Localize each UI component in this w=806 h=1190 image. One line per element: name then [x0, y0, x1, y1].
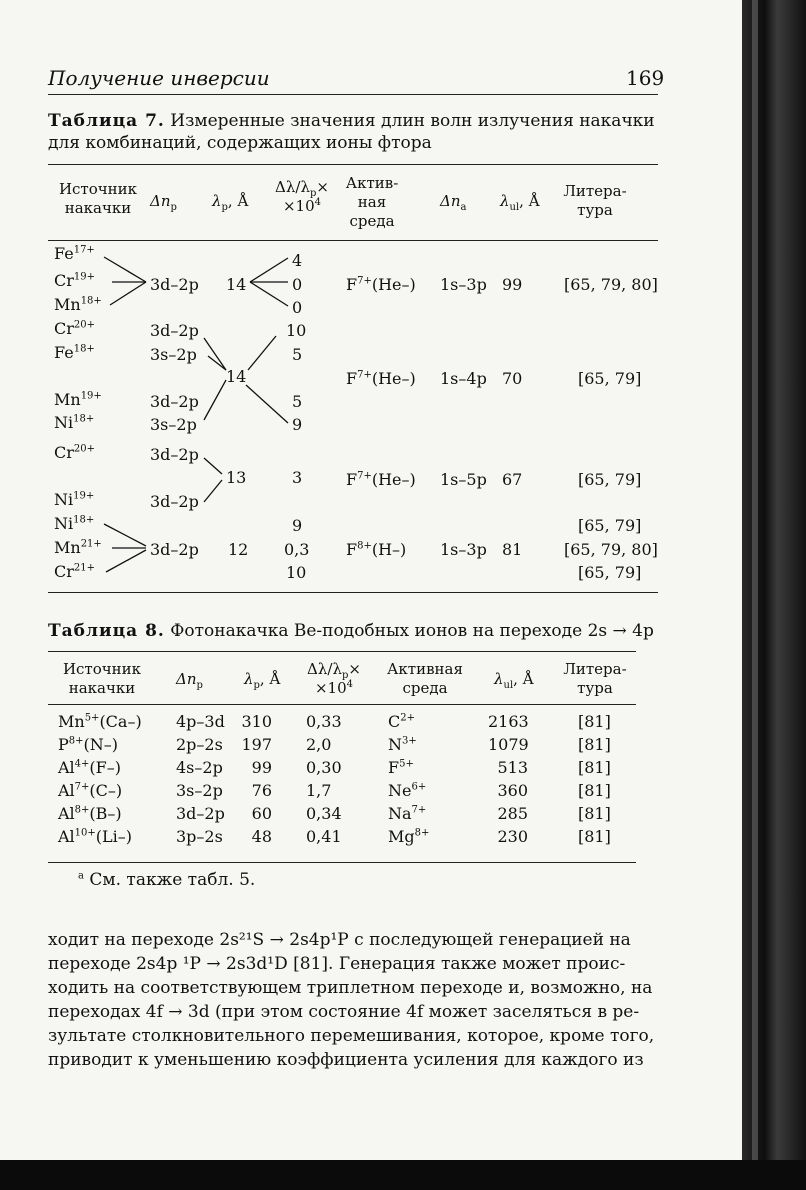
t8-header-ratio: $\Delta\lambda/\lambda_p\times$ $\times 10^4$: [307, 660, 361, 697]
header-rule: [48, 94, 658, 95]
t7-dna: 1s–5p: [440, 470, 487, 489]
t7-ratio: 0: [292, 298, 303, 317]
t7-lp: 12: [228, 540, 249, 559]
table8-top-rule: [48, 651, 636, 652]
t8-cell-lp: 48: [251, 827, 272, 846]
connector-line: [204, 380, 226, 420]
running-head: Получение инверсии: [48, 66, 270, 90]
t7-header-source: Источник накачки: [58, 180, 138, 217]
t8-cell-src: $Mn^{5+}(Ca-)$: [58, 712, 142, 731]
t8-cell-ratio: 0,41: [306, 827, 342, 846]
t8-cell-dnp: 4p–3d: [176, 712, 225, 731]
t8-cell-act: $Ne^{6+}$: [388, 781, 427, 800]
t8-cell-dnp: 3d–2p: [176, 804, 225, 823]
scan-bottom-edge: [0, 1160, 806, 1190]
t7-ratio: 3: [292, 468, 303, 487]
t8-cell-lul: 285: [497, 804, 528, 823]
t7-dnp: 3d–2p: [150, 275, 199, 294]
t8-cell-act: $N^{3+}$: [388, 735, 417, 754]
t7-dnp: 3d–2p: [150, 321, 199, 340]
t7-lit: [65, 79, 80]: [564, 275, 658, 294]
connector-line: [204, 338, 226, 370]
connector-line: [110, 282, 146, 305]
t7-active: $F^{7+}(He-)$: [346, 369, 416, 388]
body-line: ходит на переходе 2s²¹S → 2s4p¹P с последующей генерацией на: [48, 930, 631, 950]
t7-lp: 14: [226, 367, 247, 386]
table8-footnote: $^a$ См. также табл. 5.: [78, 870, 256, 890]
t7-header-lul: $\lambda_{ul}$, Å: [500, 192, 540, 213]
t8-cell-lp: 60: [251, 804, 272, 823]
t8-cell-lit: [81]: [578, 712, 611, 731]
t7-ion: $Fe^{18+}$: [54, 343, 95, 362]
table7-header-rule: [48, 240, 658, 241]
connector-line: [250, 282, 288, 306]
t7-ratio: 0: [292, 275, 303, 294]
t8-cell-act: $F^{5+}$: [388, 758, 414, 777]
t7-ion: $Fe^{17+}$: [54, 244, 95, 263]
t7-ion: $Ni^{19+}$: [54, 490, 95, 509]
t8-cell-act: $Mg^{8+}$: [388, 827, 430, 846]
t7-header-dnp: $\Delta n_p$: [150, 192, 177, 213]
t7-lit: [65, 79]: [578, 470, 642, 489]
table7-caption-line2: для комбинаций, содержащих ионы фтора: [48, 133, 432, 153]
t7-active: $F^{7+}(He-)$: [346, 275, 416, 294]
t7-lit: [65, 79]: [578, 516, 642, 535]
t8-cell-lit: [81]: [578, 781, 611, 800]
t7-lul: 81: [502, 540, 523, 559]
table7-label: Таблица 7.: [48, 111, 165, 131]
t8-cell-lit: [81]: [578, 804, 611, 823]
t8-header-lp: $\lambda_p$, Å: [244, 670, 281, 691]
t8-cell-lit: [81]: [578, 758, 611, 777]
t7-active: $F^{8+}(H-)$: [346, 540, 407, 559]
t8-cell-ratio: 0,30: [306, 758, 342, 777]
t7-ratio: 5: [292, 392, 303, 411]
t7-lul: 67: [502, 470, 523, 489]
t8-cell-act: $Na^{7+}$: [388, 804, 427, 823]
t7-ratio: 4: [292, 251, 303, 270]
t7-ion: $Cr^{20+}$: [54, 443, 95, 462]
t8-cell-lp: 197: [241, 735, 272, 754]
t7-dnp: 3s–2p: [150, 415, 197, 434]
t7-header-ratio: $\Delta\lambda/\lambda_p\times$ $\times 10^4$: [275, 178, 329, 215]
table8-bottom-rule: [48, 862, 636, 863]
t8-cell-act: $C^{2+}$: [388, 712, 415, 731]
t7-dnp: 3d–2p: [150, 392, 199, 411]
t7-lul: 70: [502, 369, 523, 388]
t7-ion: $Ni^{18+}$: [54, 413, 95, 432]
t7-header-dna: $\Delta n_a$: [440, 192, 467, 213]
body-line: ходить на соответствующем триплетном переходе и, возможно, на: [48, 978, 653, 998]
t8-header-dnp: $\Delta n_p$: [176, 670, 203, 691]
connector-line: [104, 524, 146, 546]
t8-cell-src: $Al^{4+}(F-)$: [58, 758, 122, 777]
t8-cell-lp: 99: [251, 758, 272, 777]
t8-cell-ratio: 1,7: [306, 781, 332, 800]
t7-ion: $Mn^{21+}$: [54, 538, 102, 557]
t7-lit: [65, 79]: [578, 369, 642, 388]
t7-ion: $Cr^{20+}$: [54, 319, 95, 338]
book-spine-edge: [742, 0, 806, 1190]
t8-header-lit: Литера- тура: [563, 660, 627, 697]
body-line: переходах 4f → 3d (при этом состояние 4f может заселяться в ре-: [48, 1002, 640, 1022]
t8-cell-ratio: 0,34: [306, 804, 342, 823]
table8-header-rule: [48, 704, 636, 705]
t8-cell-dnp: 2p–2s: [176, 735, 223, 754]
t7-header-lit: Литера- тура: [563, 182, 627, 219]
t7-dnp: 3d–2p: [150, 540, 199, 559]
connector-line: [248, 336, 276, 370]
t7-ratio: 9: [292, 516, 303, 535]
t7-dnp: 3d–2p: [150, 445, 199, 464]
t8-header-active: Активная среда: [387, 660, 463, 697]
t7-lp: 14: [226, 275, 247, 294]
t7-header-lp: $\lambda_p$, Å: [212, 192, 249, 213]
connector-line: [204, 480, 222, 502]
t7-ion: $Cr^{21+}$: [54, 562, 95, 581]
t7-dnp: 3d–2p: [150, 492, 199, 511]
connector-line: [204, 458, 222, 474]
t8-cell-lul: 1079: [488, 735, 529, 754]
t8-cell-lul: 230: [497, 827, 528, 846]
t8-cell-src: $P^{8+}(N-)$: [58, 735, 118, 754]
t7-lit: [65, 79]: [578, 563, 642, 582]
t7-ratio: 0,3: [284, 540, 310, 559]
t8-cell-lp: 310: [241, 712, 272, 731]
t8-header-source: Источник накачки: [62, 660, 142, 697]
connector-line: [104, 257, 146, 282]
table7-caption-line1: Измеренные значения длин волн излучения накачки: [170, 111, 655, 131]
t7-dna: 1s–3p: [440, 540, 487, 559]
body-line: приводит к уменьшению коэффициента усиления для каждого из: [48, 1050, 644, 1070]
t7-dnp: 3s–2p: [150, 345, 197, 364]
t8-cell-dnp: 3p–2s: [176, 827, 223, 846]
t7-dna: 1s–3p: [440, 275, 487, 294]
t8-cell-src: $Al^{8+}(B-)$: [58, 804, 122, 823]
connector-line: [246, 385, 288, 423]
t7-ratio: 9: [292, 415, 303, 434]
t7-ratio: 10: [286, 321, 307, 340]
t8-cell-lul: 2163: [488, 712, 529, 731]
t8-cell-ratio: 2,0: [306, 735, 332, 754]
t7-ion: $Cr^{19+}$: [54, 271, 95, 290]
t8-cell-dnp: 4s–2p: [176, 758, 223, 777]
connector-line: [208, 356, 226, 370]
t8-cell-ratio: 0,33: [306, 712, 342, 731]
t7-header-active: Актив- ная среда: [345, 174, 399, 230]
t8-cell-lul: 513: [497, 758, 528, 777]
t8-cell-lp: 76: [251, 781, 272, 800]
table8-caption-text: Фотонакачка Be-подобных ионов на переходе 2s → 4p: [170, 621, 654, 641]
t8-cell-lit: [81]: [578, 735, 611, 754]
table7-top-rule: [48, 164, 658, 165]
t7-ratio: 5: [292, 345, 303, 364]
t8-cell-src: $Al^{10+}(Li-)$: [58, 827, 133, 846]
connector-line: [250, 258, 288, 282]
t7-dna: 1s–4p: [440, 369, 487, 388]
t7-ion: $Mn^{18+}$: [54, 295, 102, 314]
t7-lp: 13: [226, 468, 247, 487]
t7-lit: [65, 79, 80]: [564, 540, 658, 559]
t8-header-lul: $\lambda_{ul}$, Å: [494, 670, 534, 691]
t8-cell-dnp: 3s–2p: [176, 781, 223, 800]
body-line: переходе 2s4p ¹P → 2s3d¹D [81]. Генерация также может проис-: [48, 954, 626, 974]
connector-line: [106, 550, 146, 572]
t7-ion: $Ni^{18+}$: [54, 514, 95, 533]
page-number: 169: [626, 66, 665, 90]
body-line: зультате столкновительного перемешивания, которое, кроме того,: [48, 1026, 655, 1046]
t8-cell-lit: [81]: [578, 827, 611, 846]
table8-caption: [48, 620, 654, 642]
t7-lul: 99: [502, 275, 523, 294]
t7-ratio: 10: [286, 563, 307, 582]
t8-cell-src: $Al^{7+}(C-)$: [58, 781, 123, 800]
t7-ion: $Mn^{19+}$: [54, 390, 102, 409]
table7-bottom-rule: [48, 592, 658, 593]
table8-label: Таблица 8.: [48, 621, 165, 641]
t8-cell-lul: 360: [497, 781, 528, 800]
t7-active: $F^{7+}(He-)$: [346, 470, 416, 489]
table7-caption: [48, 110, 655, 132]
